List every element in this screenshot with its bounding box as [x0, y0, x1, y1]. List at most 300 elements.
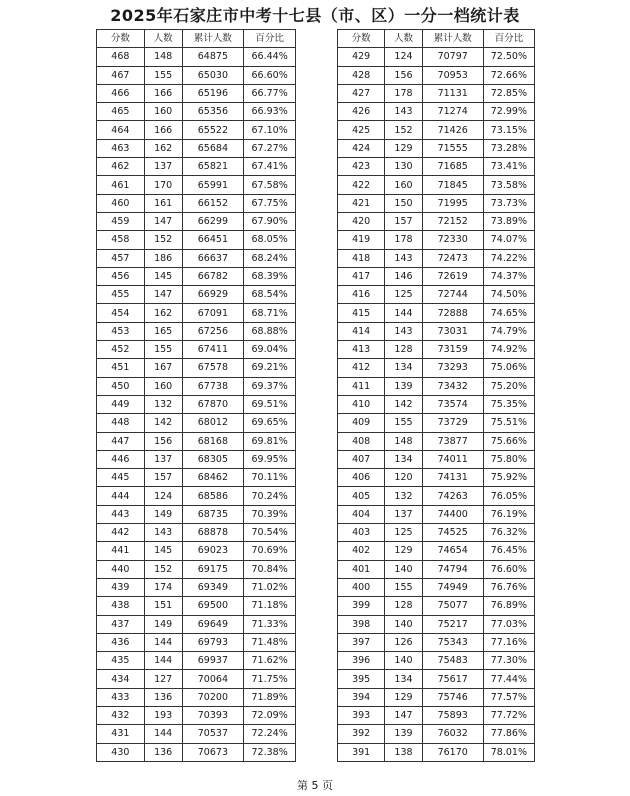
cell-cumulative: 73159	[422, 341, 483, 359]
cell-percent: 76.45%	[483, 542, 534, 560]
cell-percent: 71.48%	[244, 633, 296, 651]
cell-count: 155	[385, 578, 422, 596]
cell-count: 160	[144, 103, 182, 121]
cell-score: 443	[97, 505, 145, 523]
cell-count: 178	[385, 84, 422, 102]
cell-cumulative: 70953	[422, 66, 483, 84]
cell-cumulative: 68305	[182, 450, 244, 468]
cell-count: 120	[385, 469, 422, 487]
table-row	[97, 487, 296, 505]
cell-score: 434	[97, 670, 145, 688]
cell-score: 463	[97, 139, 145, 157]
cell-percent: 72.09%	[244, 706, 296, 724]
cell-cumulative: 66929	[182, 286, 244, 304]
cell-score: 459	[97, 212, 145, 230]
cell-cumulative: 74525	[422, 524, 483, 542]
cell-cumulative: 67578	[182, 359, 244, 377]
cell-count: 156	[385, 66, 422, 84]
cell-cumulative: 70064	[182, 670, 244, 688]
cell-percent: 76.32%	[483, 524, 534, 542]
table-row	[338, 322, 535, 340]
cell-percent: 75.51%	[483, 414, 534, 432]
cell-percent: 69.65%	[244, 414, 296, 432]
cell-count: 128	[385, 341, 422, 359]
cell-count: 178	[385, 231, 422, 249]
cell-cumulative: 70200	[182, 688, 244, 706]
cell-count: 137	[385, 505, 422, 523]
cell-cumulative: 72619	[422, 267, 483, 285]
cell-percent: 69.04%	[244, 341, 296, 359]
table-row	[338, 66, 535, 84]
cell-count: 126	[385, 633, 422, 651]
cell-count: 146	[385, 267, 422, 285]
cell-count: 144	[144, 652, 182, 670]
cell-percent: 75.80%	[483, 450, 534, 468]
cell-score: 451	[97, 359, 145, 377]
cell-score: 430	[97, 743, 145, 761]
page-title: 2025年石家庄市中考十七县（市、区）一分一档统计表	[110, 6, 520, 25]
table-row	[97, 706, 296, 724]
cell-percent: 74.22%	[483, 249, 534, 267]
cell-count: 143	[144, 524, 182, 542]
table-row	[97, 121, 296, 139]
cell-cumulative: 74949	[422, 578, 483, 596]
cell-count: 137	[144, 450, 182, 468]
cell-count: 167	[144, 359, 182, 377]
cell-cumulative: 65356	[182, 103, 244, 121]
cell-cumulative: 65522	[182, 121, 244, 139]
cell-percent: 70.39%	[244, 505, 296, 523]
cell-cumulative: 75077	[422, 597, 483, 615]
cell-score: 422	[338, 176, 385, 194]
cell-cumulative: 66152	[182, 194, 244, 212]
cell-score: 394	[338, 688, 385, 706]
cell-score: 465	[97, 103, 145, 121]
cell-score: 397	[338, 633, 385, 651]
table-row	[97, 359, 296, 377]
table-row	[338, 395, 535, 413]
cell-percent: 77.72%	[483, 706, 534, 724]
cell-score: 435	[97, 652, 145, 670]
cell-score: 414	[338, 322, 385, 340]
cell-count: 160	[385, 176, 422, 194]
cell-cumulative: 67256	[182, 322, 244, 340]
cell-count: 160	[144, 377, 182, 395]
cell-cumulative: 73031	[422, 322, 483, 340]
cell-percent: 67.41%	[244, 158, 296, 176]
cell-count: 162	[144, 139, 182, 157]
table-row	[338, 432, 535, 450]
cell-score: 438	[97, 597, 145, 615]
cell-score: 461	[97, 176, 145, 194]
cell-count: 132	[144, 395, 182, 413]
cell-count: 130	[385, 158, 422, 176]
cell-score: 417	[338, 267, 385, 285]
cell-cumulative: 72888	[422, 304, 483, 322]
cell-count: 143	[385, 322, 422, 340]
cell-cumulative: 67411	[182, 341, 244, 359]
table-row	[97, 249, 296, 267]
cell-score: 395	[338, 670, 385, 688]
cell-cumulative: 69349	[182, 578, 244, 596]
table-row	[97, 48, 296, 66]
cell-percent: 70.11%	[244, 469, 296, 487]
cell-cumulative: 66451	[182, 231, 244, 249]
table-row	[97, 652, 296, 670]
cell-count: 147	[385, 706, 422, 724]
cell-count: 138	[385, 743, 422, 761]
cell-score: 418	[338, 249, 385, 267]
table-row	[97, 432, 296, 450]
cell-percent: 70.69%	[244, 542, 296, 560]
cell-cumulative: 71131	[422, 84, 483, 102]
cell-score: 460	[97, 194, 145, 212]
cell-cumulative: 74794	[422, 560, 483, 578]
table-row	[338, 578, 535, 596]
cell-cumulative: 71555	[422, 139, 483, 157]
cell-percent: 76.89%	[483, 597, 534, 615]
cell-percent: 72.38%	[244, 743, 296, 761]
cell-percent: 78.01%	[483, 743, 534, 761]
cell-percent: 77.44%	[483, 670, 534, 688]
cell-count: 166	[144, 84, 182, 102]
cell-cumulative: 75746	[422, 688, 483, 706]
cell-count: 162	[144, 304, 182, 322]
cell-count: 157	[144, 469, 182, 487]
cell-cumulative: 69500	[182, 597, 244, 615]
page-footer: 第 5 页	[297, 779, 333, 792]
cell-score: 458	[97, 231, 145, 249]
cell-cumulative: 70673	[182, 743, 244, 761]
cell-count: 124	[385, 48, 422, 66]
cell-cumulative: 68462	[182, 469, 244, 487]
table-row	[338, 670, 535, 688]
cell-percent: 74.07%	[483, 231, 534, 249]
cell-score: 412	[338, 359, 385, 377]
cell-percent: 67.90%	[244, 212, 296, 230]
cell-count: 155	[144, 66, 182, 84]
score-table-left	[96, 29, 296, 762]
table-row	[338, 725, 535, 743]
table-row	[97, 267, 296, 285]
cell-score: 400	[338, 578, 385, 596]
cell-percent: 68.54%	[244, 286, 296, 304]
table-row	[338, 743, 535, 761]
table-row	[97, 304, 296, 322]
cell-score: 452	[97, 341, 145, 359]
cell-count: 134	[385, 359, 422, 377]
table-row	[97, 212, 296, 230]
table-body-left	[97, 48, 296, 762]
header-percent: 百分比	[483, 30, 534, 48]
cell-count: 129	[385, 688, 422, 706]
table-row	[97, 505, 296, 523]
table-row	[97, 633, 296, 651]
cell-cumulative: 74400	[422, 505, 483, 523]
cell-score: 457	[97, 249, 145, 267]
table-row	[97, 560, 296, 578]
cell-count: 124	[144, 487, 182, 505]
cell-cumulative: 74654	[422, 542, 483, 560]
cell-percent: 66.60%	[244, 66, 296, 84]
table-row	[97, 395, 296, 413]
cell-score: 441	[97, 542, 145, 560]
cell-score: 406	[338, 469, 385, 487]
table-row	[338, 103, 535, 121]
table-row	[338, 469, 535, 487]
cell-count: 165	[144, 322, 182, 340]
table-row	[97, 66, 296, 84]
cell-count: 132	[385, 487, 422, 505]
cell-cumulative: 72744	[422, 286, 483, 304]
cell-percent: 74.37%	[483, 267, 534, 285]
cell-percent: 66.77%	[244, 84, 296, 102]
table-row	[338, 633, 535, 651]
table-row	[338, 286, 535, 304]
cell-cumulative: 72330	[422, 231, 483, 249]
cell-percent: 75.35%	[483, 395, 534, 413]
cell-percent: 73.41%	[483, 158, 534, 176]
cell-percent: 76.76%	[483, 578, 534, 596]
cell-percent: 68.88%	[244, 322, 296, 340]
cell-cumulative: 73293	[422, 359, 483, 377]
table-row	[338, 139, 535, 157]
cell-percent: 72.66%	[483, 66, 534, 84]
table-row	[338, 341, 535, 359]
cell-percent: 69.95%	[244, 450, 296, 468]
cell-count: 145	[144, 542, 182, 560]
table-row	[338, 158, 535, 176]
cell-cumulative: 68012	[182, 414, 244, 432]
cell-cumulative: 70797	[422, 48, 483, 66]
cell-count: 143	[385, 103, 422, 121]
cell-cumulative: 65196	[182, 84, 244, 102]
cell-count: 186	[144, 249, 182, 267]
cell-percent: 74.79%	[483, 322, 534, 340]
cell-score: 455	[97, 286, 145, 304]
table-row	[338, 615, 535, 633]
cell-count: 136	[144, 743, 182, 761]
table-row	[97, 725, 296, 743]
table-row	[338, 249, 535, 267]
header-score: 分数	[338, 30, 385, 48]
cell-count: 157	[385, 212, 422, 230]
cell-count: 140	[385, 652, 422, 670]
cell-percent: 68.71%	[244, 304, 296, 322]
table-row	[97, 688, 296, 706]
cell-score: 413	[338, 341, 385, 359]
cell-score: 401	[338, 560, 385, 578]
cell-count: 144	[144, 633, 182, 651]
table-row	[97, 578, 296, 596]
cell-count: 134	[385, 450, 422, 468]
cell-cumulative: 75893	[422, 706, 483, 724]
cell-count: 139	[385, 377, 422, 395]
table-header-row	[97, 30, 296, 48]
cell-cumulative: 72473	[422, 249, 483, 267]
table-row	[97, 542, 296, 560]
cell-score: 468	[97, 48, 145, 66]
cell-cumulative: 73729	[422, 414, 483, 432]
cell-score: 416	[338, 286, 385, 304]
cell-percent: 75.66%	[483, 432, 534, 450]
cell-count: 147	[144, 212, 182, 230]
cell-cumulative: 75617	[422, 670, 483, 688]
cell-cumulative: 67738	[182, 377, 244, 395]
cell-count: 149	[144, 615, 182, 633]
cell-cumulative: 72152	[422, 212, 483, 230]
cell-percent: 75.20%	[483, 377, 534, 395]
cell-count: 125	[385, 524, 422, 542]
cell-percent: 67.10%	[244, 121, 296, 139]
cell-percent: 72.24%	[244, 725, 296, 743]
table-row	[338, 542, 535, 560]
cell-cumulative: 75483	[422, 652, 483, 670]
cell-cumulative: 71995	[422, 194, 483, 212]
cell-percent: 71.75%	[244, 670, 296, 688]
cell-percent: 70.84%	[244, 560, 296, 578]
table-row	[97, 286, 296, 304]
cell-percent: 74.50%	[483, 286, 534, 304]
cell-score: 402	[338, 542, 385, 560]
table-row	[97, 194, 296, 212]
cell-cumulative: 69793	[182, 633, 244, 651]
cell-count: 143	[385, 249, 422, 267]
cell-count: 139	[385, 725, 422, 743]
cell-percent: 73.89%	[483, 212, 534, 230]
cell-percent: 69.21%	[244, 359, 296, 377]
cell-percent: 71.18%	[244, 597, 296, 615]
cell-percent: 74.92%	[483, 341, 534, 359]
cell-count: 145	[144, 267, 182, 285]
cell-score: 410	[338, 395, 385, 413]
cell-count: 147	[144, 286, 182, 304]
cell-cumulative: 67091	[182, 304, 244, 322]
cell-percent: 76.19%	[483, 505, 534, 523]
cell-percent: 71.89%	[244, 688, 296, 706]
cell-count: 149	[144, 505, 182, 523]
cell-score: 466	[97, 84, 145, 102]
header-count: 人数	[144, 30, 182, 48]
cell-cumulative: 71845	[422, 176, 483, 194]
cell-cumulative: 65821	[182, 158, 244, 176]
table-row	[97, 322, 296, 340]
cell-score: 421	[338, 194, 385, 212]
table-row	[338, 212, 535, 230]
cell-cumulative: 70537	[182, 725, 244, 743]
cell-count: 142	[144, 414, 182, 432]
cell-score: 404	[338, 505, 385, 523]
cell-percent: 73.28%	[483, 139, 534, 157]
cell-cumulative: 68586	[182, 487, 244, 505]
cell-count: 150	[385, 194, 422, 212]
table-row	[338, 414, 535, 432]
cell-percent: 72.99%	[483, 103, 534, 121]
table-header-row	[338, 30, 535, 48]
cell-cumulative: 64875	[182, 48, 244, 66]
cell-cumulative: 65030	[182, 66, 244, 84]
cell-percent: 77.30%	[483, 652, 534, 670]
table-row	[338, 176, 535, 194]
cell-score: 449	[97, 395, 145, 413]
cell-percent: 66.93%	[244, 103, 296, 121]
cell-score: 448	[97, 414, 145, 432]
cell-cumulative: 68735	[182, 505, 244, 523]
cell-score: 445	[97, 469, 145, 487]
header-score: 分数	[97, 30, 145, 48]
cell-cumulative: 65991	[182, 176, 244, 194]
cell-cumulative: 73432	[422, 377, 483, 395]
cell-cumulative: 74011	[422, 450, 483, 468]
cell-count: 152	[144, 560, 182, 578]
cell-percent: 77.57%	[483, 688, 534, 706]
cell-score: 442	[97, 524, 145, 542]
cell-count: 161	[144, 194, 182, 212]
table-row	[97, 670, 296, 688]
cell-percent: 71.62%	[244, 652, 296, 670]
cell-score: 444	[97, 487, 145, 505]
cell-count: 125	[385, 286, 422, 304]
cell-score: 446	[97, 450, 145, 468]
cell-percent: 68.05%	[244, 231, 296, 249]
cell-score: 419	[338, 231, 385, 249]
cell-percent: 75.92%	[483, 469, 534, 487]
cell-count: 152	[144, 231, 182, 249]
cell-cumulative: 69937	[182, 652, 244, 670]
table-row	[97, 139, 296, 157]
table-row	[338, 231, 535, 249]
cell-cumulative: 69649	[182, 615, 244, 633]
cell-percent: 73.15%	[483, 121, 534, 139]
cell-cumulative: 74263	[422, 487, 483, 505]
cell-score: 462	[97, 158, 145, 176]
cell-score: 426	[338, 103, 385, 121]
cell-count: 148	[385, 432, 422, 450]
cell-score: 467	[97, 66, 145, 84]
cell-score: 398	[338, 615, 385, 633]
cell-percent: 72.50%	[483, 48, 534, 66]
table-row	[97, 84, 296, 102]
header-count: 人数	[385, 30, 422, 48]
cell-score: 450	[97, 377, 145, 395]
cell-score: 403	[338, 524, 385, 542]
cell-score: 408	[338, 432, 385, 450]
cell-count: 142	[385, 395, 422, 413]
header-percent: 百分比	[244, 30, 296, 48]
cell-score: 433	[97, 688, 145, 706]
cell-score: 453	[97, 322, 145, 340]
cell-percent: 71.02%	[244, 578, 296, 596]
cell-score: 436	[97, 633, 145, 651]
cell-percent: 77.86%	[483, 725, 534, 743]
cell-score: 439	[97, 578, 145, 596]
cell-score: 407	[338, 450, 385, 468]
cell-count: 151	[144, 597, 182, 615]
cell-cumulative: 75217	[422, 615, 483, 633]
cell-count: 136	[144, 688, 182, 706]
cell-count: 144	[385, 304, 422, 322]
cell-score: 456	[97, 267, 145, 285]
cell-percent: 77.03%	[483, 615, 534, 633]
cell-percent: 66.44%	[244, 48, 296, 66]
header-cumulative: 累计人数	[422, 30, 483, 48]
cell-count: 148	[144, 48, 182, 66]
cell-score: 392	[338, 725, 385, 743]
table-row	[338, 450, 535, 468]
cell-cumulative: 67870	[182, 395, 244, 413]
cell-cumulative: 66782	[182, 267, 244, 285]
table-row	[97, 341, 296, 359]
